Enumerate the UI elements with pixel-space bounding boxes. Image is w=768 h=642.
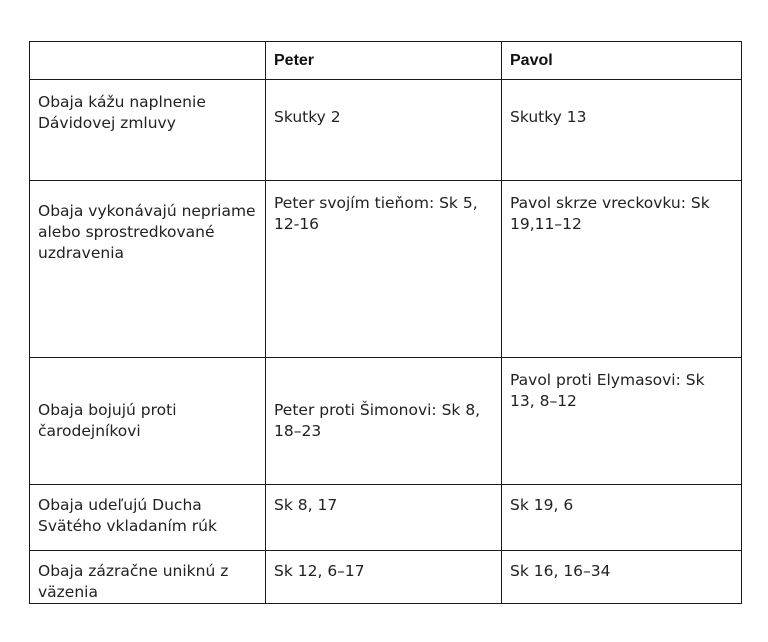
peter-cell: Peter svojím tieňom: Sk 5, 12-16 xyxy=(266,181,502,358)
table-row xyxy=(30,80,742,181)
pavol-cell: Pavol skrze vreckovku: Sk 19,11–12 xyxy=(502,181,742,358)
table-row xyxy=(30,358,742,485)
pavol-cell: Skutky 13 xyxy=(502,80,742,181)
header-cell-empty xyxy=(30,42,266,80)
row-label-cell: Obaja bojujú proti čarodejníkovi xyxy=(30,358,266,485)
table-row xyxy=(30,485,742,551)
peter-cell: Sk 8, 17 xyxy=(266,485,502,551)
row-label-cell: Obaja kážu naplnenie Dávidovej zmluvy xyxy=(30,80,266,181)
pavol-cell: Pavol proti Elymasovi: Sk 13, 8–12 xyxy=(502,358,742,485)
pavol-cell: Sk 19, 6 xyxy=(502,485,742,551)
header-cell-pavol: Pavol xyxy=(502,42,742,80)
table-row xyxy=(30,551,742,604)
peter-cell: Skutky 2 xyxy=(266,80,502,181)
comparison-table xyxy=(29,41,742,604)
row-label-cell: Obaja zázračne uniknú z väzenia xyxy=(30,551,266,604)
pavol-cell: Sk 16, 16–34 xyxy=(502,551,742,604)
peter-cell: Peter proti Šimonovi: Sk 8, 18–23 xyxy=(266,358,502,485)
header-row xyxy=(30,42,742,80)
header-cell-peter: Peter xyxy=(266,42,502,80)
table-row xyxy=(30,181,742,358)
peter-cell: Sk 12, 6–17 xyxy=(266,551,502,604)
row-label-cell: Obaja vykonávajú nepriame alebo sprostredkované uzdravenia xyxy=(30,181,266,358)
row-label-cell: Obaja udeľujú Ducha Svätého vkladaním rúk xyxy=(30,485,266,551)
